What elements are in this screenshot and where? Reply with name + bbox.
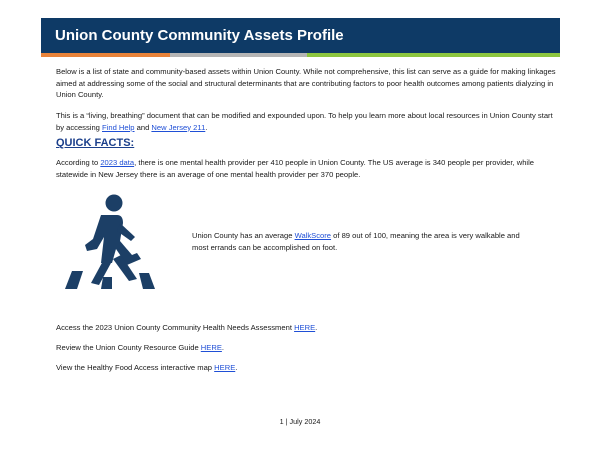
food-map-end: . bbox=[235, 363, 238, 372]
food-map-here-link[interactable]: HERE bbox=[214, 363, 236, 372]
chna-text: Access the 2023 Union County Community Health Needs Assessment bbox=[56, 323, 295, 332]
fact-text-before: According to bbox=[56, 158, 101, 167]
footer-separator: | bbox=[283, 417, 290, 426]
page-number: 1 bbox=[279, 417, 284, 426]
walker-head bbox=[106, 195, 123, 212]
resources-text: This is a “living, breathing” document that can be modified and expounded upon. To help you learn more about local resources in Union County start by accessing bbox=[56, 111, 553, 132]
resource-guide-text: Review the Union County Resource Guide bbox=[56, 343, 201, 352]
resource-guide-line bbox=[56, 342, 224, 353]
walker-body bbox=[85, 215, 141, 265]
page-title: Union County Community Assets Profile bbox=[55, 27, 344, 44]
accent-stripe-orange bbox=[41, 53, 170, 57]
resources-paragraph bbox=[56, 110, 556, 133]
title-banner bbox=[41, 18, 560, 53]
crosswalk-stripe-2 bbox=[101, 277, 112, 289]
pedestrian-crosswalk-icon bbox=[57, 193, 164, 291]
fact-text-after: , there is one mental health provider per 410 people in Union County. The US average is 340 people per provider, while statewide in New Jersey there is an average of one mental health provider per 370 people. bbox=[56, 158, 535, 179]
page-footer bbox=[0, 417, 600, 426]
resources-end: . bbox=[205, 122, 208, 132]
find-help-link[interactable]: Find Help bbox=[102, 122, 135, 132]
crosswalk-stripe-3 bbox=[139, 273, 155, 289]
walk-text-before: Union County has an average bbox=[192, 231, 295, 240]
food-map-text: View the Healthy Food Access interactive map bbox=[56, 363, 215, 372]
data-2023-link[interactable]: 2023 data bbox=[100, 158, 135, 167]
nj211-link[interactable]: New Jersey 211 bbox=[151, 122, 206, 132]
walkscore-fact bbox=[192, 230, 532, 253]
walk-text-after: of 89 out of 100, meaning the area is very walkable and most errands can be accomplished on foot. bbox=[192, 231, 520, 252]
chna-line bbox=[56, 322, 317, 333]
intro-paragraph: Below is a list of state and community-based assets within Union County. While not comprehensive, this list can serve as a guide for making linkages aimed at addressing some of the social and structural determinants that are contributing factors to poor health outcomes among patients dialyzing in Union County. bbox=[56, 67, 556, 99]
accent-stripe-green bbox=[307, 53, 560, 57]
food-map-line bbox=[56, 362, 237, 373]
chna-end: . bbox=[315, 323, 318, 332]
quick-facts-heading: QUICK FACTS: bbox=[56, 137, 135, 149]
walkscore-link[interactable]: WalkScore bbox=[294, 231, 332, 240]
accent-stripe-gray bbox=[170, 53, 307, 57]
resources-and: and bbox=[134, 122, 152, 132]
crosswalk-stripe-1 bbox=[65, 271, 83, 289]
resource-guide-here-link[interactable]: HERE bbox=[200, 343, 222, 352]
footer-date: July 2024 bbox=[289, 417, 321, 426]
quick-fact-mental-health bbox=[56, 157, 556, 180]
resource-guide-end: . bbox=[221, 343, 225, 352]
chna-here-link[interactable]: HERE bbox=[294, 323, 316, 332]
